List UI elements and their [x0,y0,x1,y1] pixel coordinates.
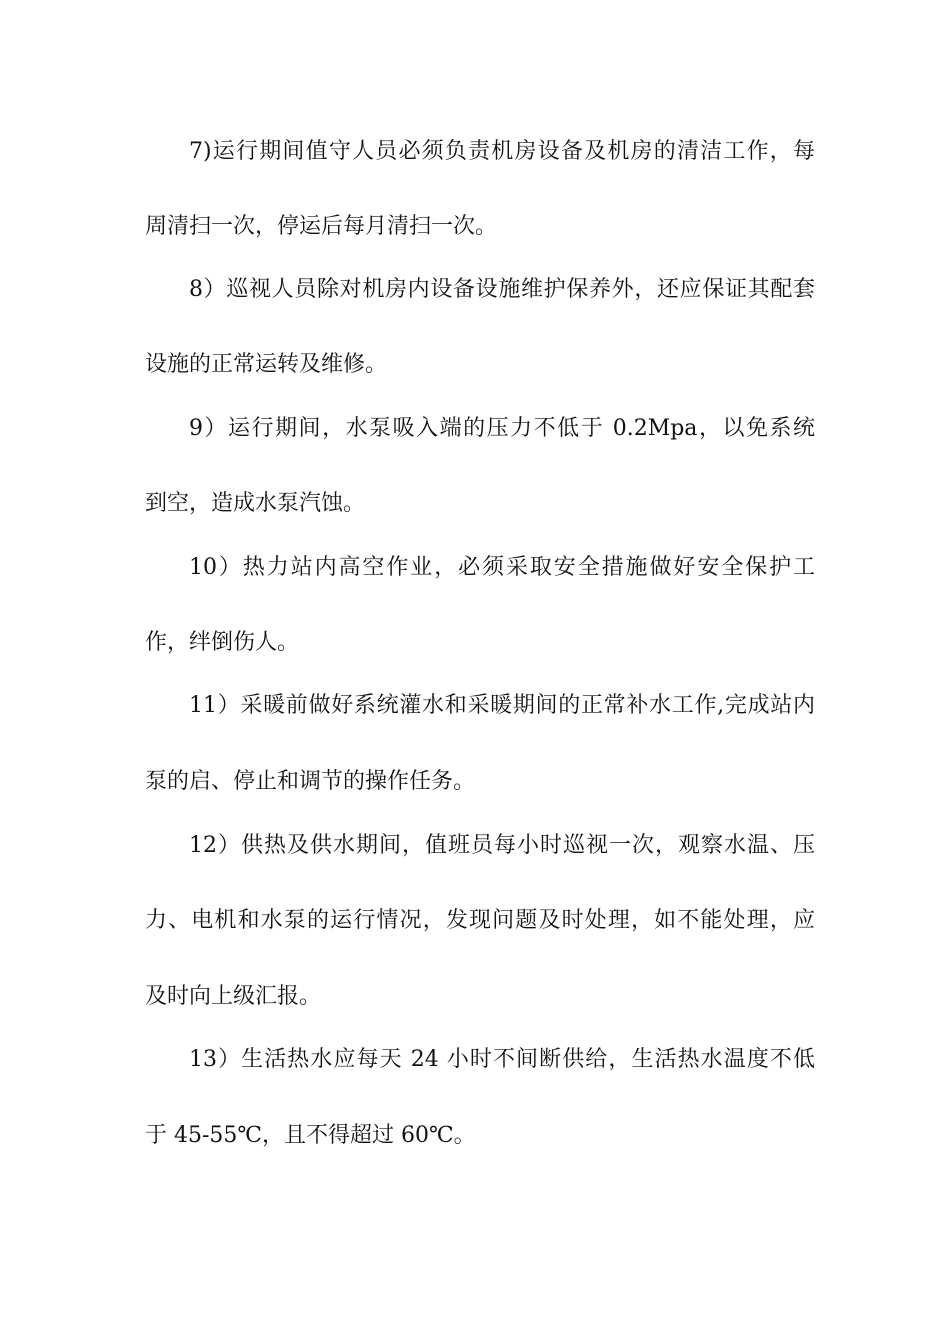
paragraph-13-line-1: 13）生活热水应每天 24 小时不间断供给，生活热水温度不低 [189,1047,815,1072]
paragraph-8-line-1: 8）巡视人员除对机房内设备设施维护保养外，还应保证其配套 [189,277,815,302]
paragraph-10-line-1: 10）热力站内高空作业，必须采取安全措施做好安全保护工 [189,555,815,580]
paragraph-12-line-2: 力、电机和水泵的运行情况，发现问题及时处理，如不能处理，应 [145,908,815,933]
paragraph-9-line-2: 到空，造成水泵汽蚀。 [145,491,366,516]
paragraph-11-line-2: 泵的启、停止和调节的操作任务。 [145,769,476,794]
paragraph-8-line-2: 设施的正常运转及维修。 [145,352,388,377]
paragraph-9-line-1: 9）运行期间，水泵吸入端的压力不低于 0.2Mpa，以免系统 [189,416,815,441]
paragraph-12-line-3: 及时向上级汇报。 [145,984,322,1009]
paragraph-10-line-2: 作，绊倒伤人。 [145,630,300,655]
paragraph-13-line-2: 于 45-55℃，且不得超过 60℃。 [145,1123,476,1148]
paragraph-7-line-1: 7)运行期间值守人员必须负责机房设备及机房的清洁工作，每 [189,139,815,164]
paragraph-11-line-1: 11）采暖前做好系统灌水和采暖期间的正常补水工作,完成站内 [189,693,815,718]
paragraph-7-line-2: 周清扫一次，停运后每月清扫一次。 [145,214,498,239]
paragraph-12-line-1: 12）供热及供水期间，值班员每小时巡视一次，观察水温、压 [189,833,815,858]
